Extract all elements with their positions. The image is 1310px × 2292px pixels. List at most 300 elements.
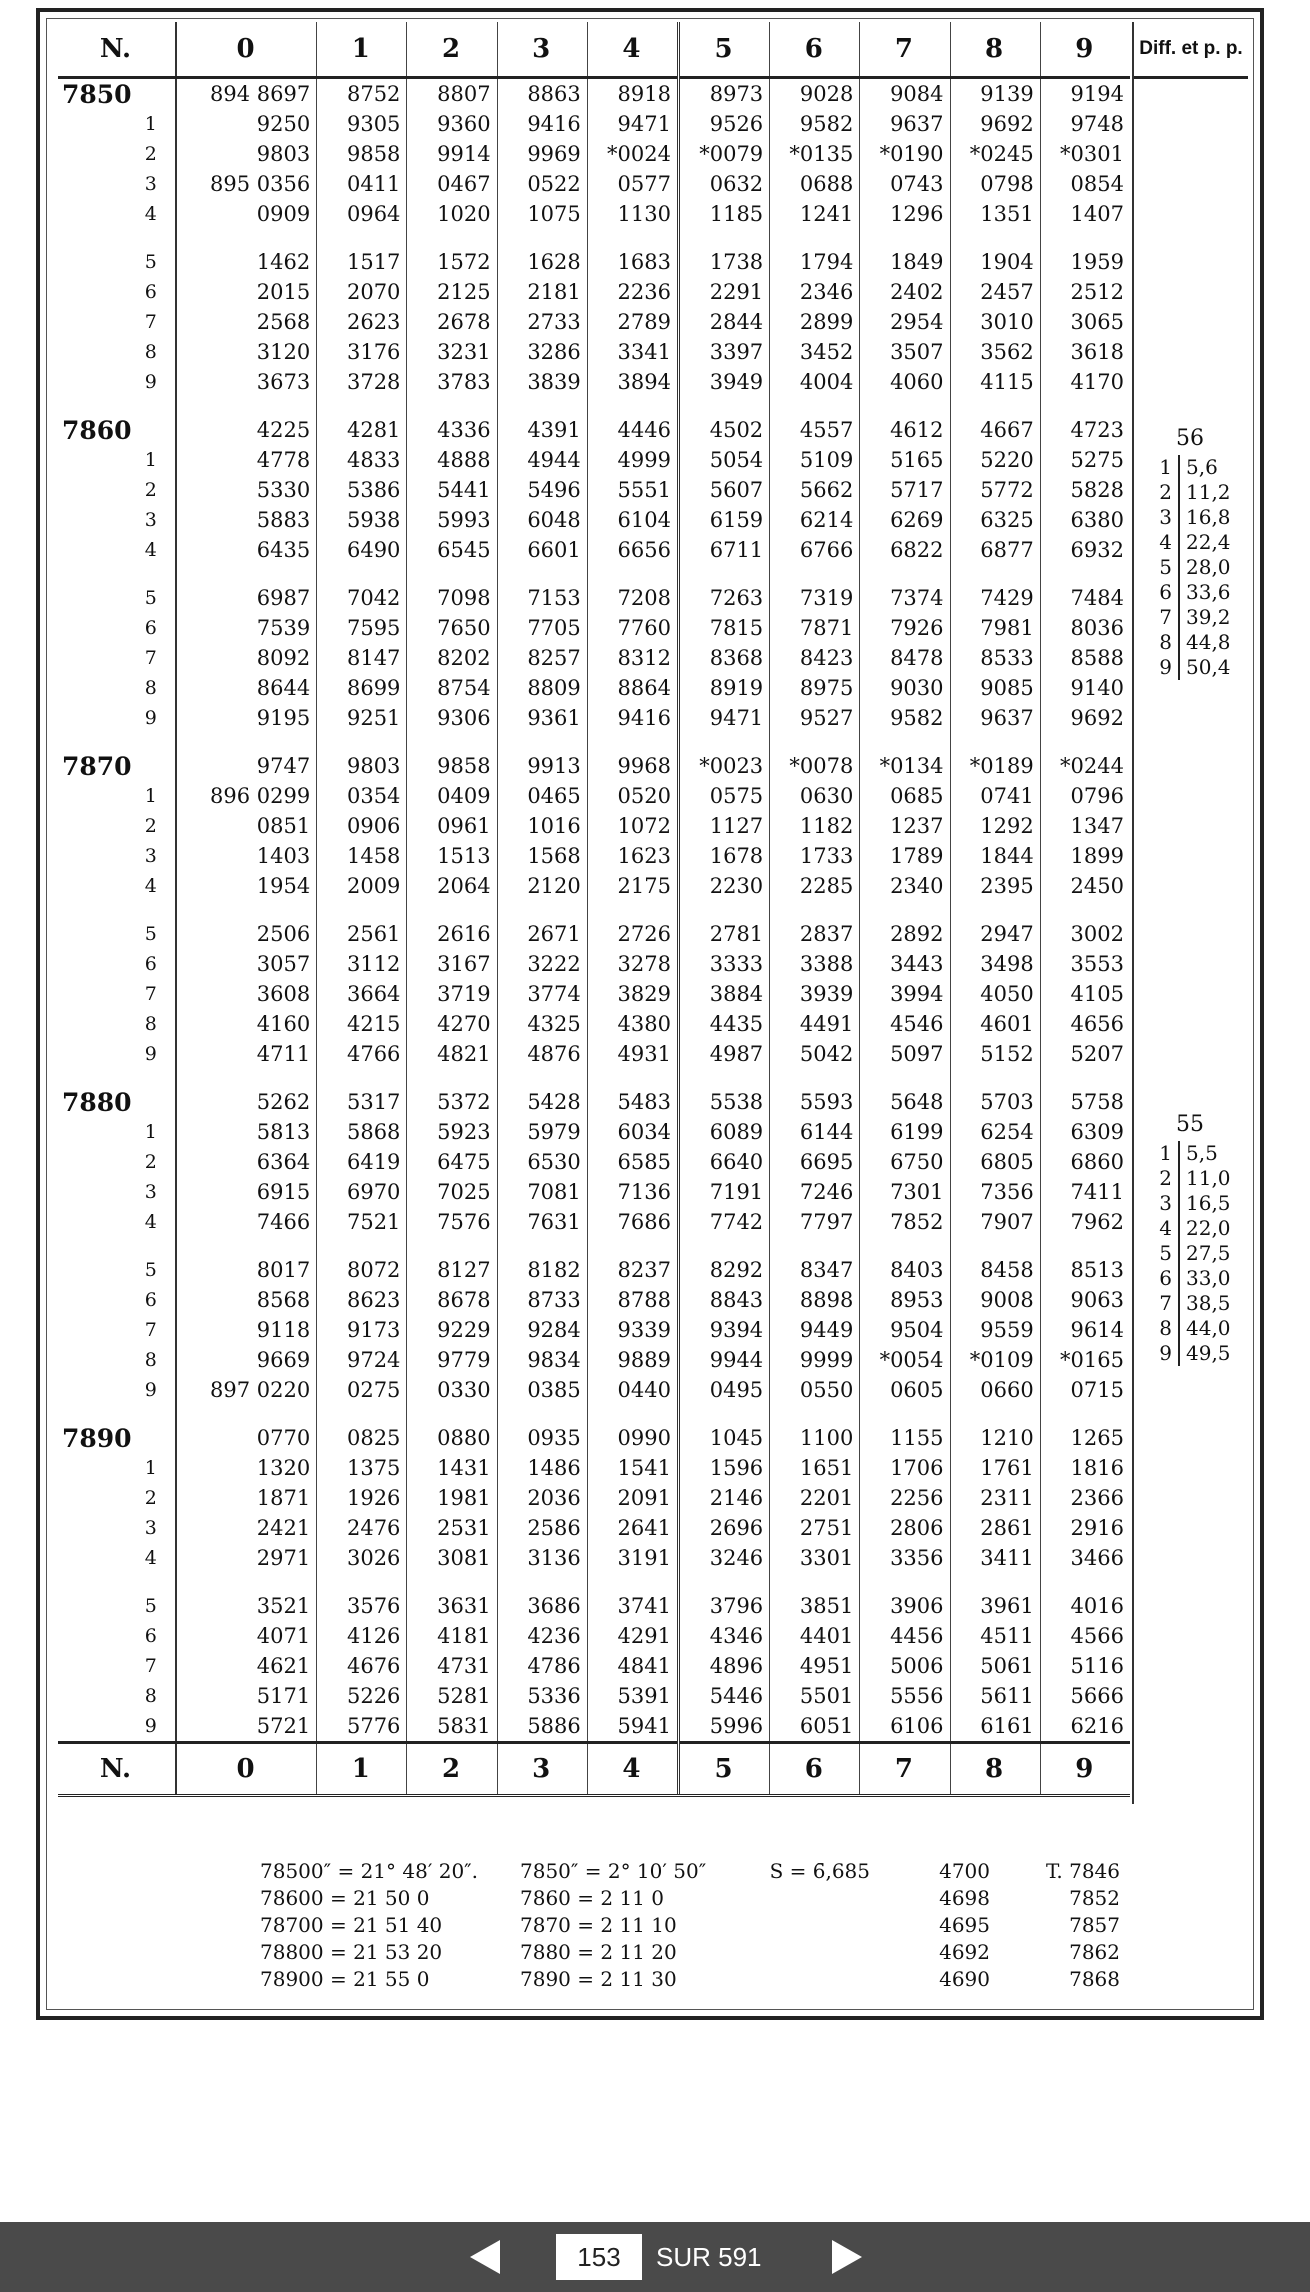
mantissa-cell: 9084: [860, 78, 950, 110]
mantissa-cell: 0990: [587, 1423, 678, 1453]
mantissa-cell: 2561: [317, 919, 407, 949]
mantissa-cell: 5648: [860, 1087, 950, 1117]
table-row: [58, 811, 1130, 841]
mantissa-cell: 9305: [317, 109, 407, 139]
table-body: [58, 78, 1130, 1743]
mantissa-cell: 2512: [1040, 277, 1130, 307]
table-row: [58, 1651, 1130, 1681]
row-number: 5: [58, 583, 176, 613]
mantissa-cell: 3498: [950, 949, 1040, 979]
mantissa-cell: 9306: [407, 703, 497, 733]
mantissa-cell: 9637: [950, 703, 1040, 733]
mantissa-cell: 4999: [587, 445, 678, 475]
mantissa-cell: 4786: [497, 1651, 587, 1681]
row-number: 6: [58, 1621, 176, 1651]
mantissa-cell: 5813: [256, 1120, 311, 1144]
row-number: 9: [58, 367, 176, 397]
row-number: 6: [58, 949, 176, 979]
mantissa-cell: 7631: [497, 1207, 587, 1237]
mantissa-cell: 9118: [256, 1318, 311, 1342]
row-number: 9: [58, 703, 176, 733]
spacer-cell: [497, 1237, 587, 1255]
mantissa-cell: 9669: [256, 1348, 311, 1372]
mantissa-cell: 4435: [678, 1009, 769, 1039]
spacer-cell: [678, 1405, 769, 1423]
spacer-cell: [407, 1069, 497, 1087]
pp-value: 44,8: [1186, 630, 1231, 654]
mantissa-cell: 8644: [256, 676, 311, 700]
spacer-cell: [950, 1237, 1040, 1255]
table-row: [58, 1591, 1130, 1621]
block-gap: [58, 397, 1130, 415]
footer-row: [190, 1858, 1150, 1885]
mantissa-cell: 0906: [317, 811, 407, 841]
pp-value: 44,0: [1186, 1316, 1231, 1340]
mantissa-cell: 8953: [860, 1285, 950, 1315]
spacer-cell: [770, 397, 860, 415]
row-number: 8: [58, 1345, 176, 1375]
row-number: 9: [58, 1375, 176, 1405]
mantissa-cell: 4391: [497, 415, 587, 445]
mantissa-cell: 4833: [317, 445, 407, 475]
mantissa-cell: 7098: [407, 583, 497, 613]
mantissa-cell: 9471: [587, 109, 678, 139]
mantissa-cell: 4601: [950, 1009, 1040, 1039]
mantissa-cell: 5372: [407, 1087, 497, 1117]
mantissa-cell: 0688: [770, 169, 860, 199]
mantissa-cell: 7356: [950, 1177, 1040, 1207]
spacer-cell: [678, 901, 769, 919]
table-row: [58, 1255, 1130, 1285]
previous-page-icon[interactable]: [470, 2240, 500, 2274]
spacer-cell: [770, 1573, 860, 1591]
mantissa-cell: 6269: [860, 505, 950, 535]
mantissa-cell: 4126: [317, 1621, 407, 1651]
mantissa-cell: 3136: [497, 1543, 587, 1573]
mantissa-cell: 3026: [317, 1543, 407, 1573]
spacer-cell: [1040, 1237, 1130, 1255]
row-number: 1: [58, 445, 176, 475]
row-number: 3: [58, 1177, 176, 1207]
mantissa-cell: 5941: [587, 1711, 678, 1743]
mantissa-cell: 8036: [1040, 613, 1130, 643]
table-row: [58, 415, 1130, 445]
mantissa-cell: 9416: [497, 109, 587, 139]
spacer-cell: [176, 1069, 317, 1087]
spacer-cell: [860, 565, 950, 583]
mantissa-cell: 0715: [1040, 1375, 1130, 1405]
mantissa-cell: 7246: [770, 1177, 860, 1207]
mantissa-cell: 7191: [678, 1177, 769, 1207]
table-row: [58, 445, 1130, 475]
mantissa-cell: 6144: [770, 1117, 860, 1147]
spacer-cell: [950, 901, 1040, 919]
mantissa-cell: 3994: [860, 979, 950, 1009]
mantissa-cell: 7576: [407, 1207, 497, 1237]
mantissa-cell: 8368: [678, 643, 769, 673]
mantissa-cell: 9028: [770, 78, 860, 110]
mantissa-cell: 2070: [317, 277, 407, 307]
table-row: [58, 505, 1130, 535]
mantissa-cell: 7374: [860, 583, 950, 613]
mantissa-cell: 8754: [407, 673, 497, 703]
mantissa-cell: 8147: [317, 643, 407, 673]
mantissa-cell: 9194: [1040, 78, 1130, 110]
next-page-icon[interactable]: [832, 2240, 862, 2274]
mantissa-cell: 6860: [1040, 1147, 1130, 1177]
mantissa-cell: 4621: [256, 1654, 311, 1678]
s-label: S = 6̄,685: [769, 1859, 870, 1883]
mantissa-cell: 3608: [256, 982, 311, 1006]
spacer-cell: [587, 397, 678, 415]
mantissa-cell: 894 8697: [210, 82, 311, 106]
mantissa-cell: 7484: [1040, 583, 1130, 613]
mantissa-cell: *0165: [1040, 1345, 1130, 1375]
mantissa-cell: 5538: [678, 1087, 769, 1117]
mantissa-cell: 9747: [256, 754, 311, 778]
spacer-cell: [587, 229, 678, 247]
mantissa-cell: 8017: [256, 1258, 311, 1282]
mantissa-cell: 3553: [1040, 949, 1130, 979]
spacer-cell: [407, 229, 497, 247]
mantissa-cell: 7263: [678, 583, 769, 613]
pp-digit: 6: [1132, 1266, 1180, 1291]
mantissa-cell: 9173: [317, 1315, 407, 1345]
mantissa-cell: 0550: [770, 1375, 860, 1405]
mantissa-cell: 4016: [1040, 1591, 1130, 1621]
spacer-cell: [587, 1573, 678, 1591]
mantissa-cell: 3002: [1040, 919, 1130, 949]
mantissa-cell: 6766: [770, 535, 860, 565]
spacer-cell: [407, 1237, 497, 1255]
proportional-parts-56: [1132, 426, 1248, 680]
table-row: [58, 583, 1130, 613]
pp-digit: 7: [1132, 605, 1180, 630]
table-row: [58, 1009, 1130, 1039]
mantissa-cell: 6750: [860, 1147, 950, 1177]
mantissa-cell: 1899: [1040, 841, 1130, 871]
mantissa-cell: 4987: [678, 1039, 769, 1069]
mantissa-cell: 1347: [1040, 811, 1130, 841]
mantissa-cell: 3286: [497, 337, 587, 367]
mantissa-cell: 3783: [407, 367, 497, 397]
mantissa-cell: 5446: [678, 1681, 769, 1711]
spacer-cell: [407, 901, 497, 919]
mantissa-cell: 2291: [678, 277, 769, 307]
mantissa-cell: 6805: [950, 1147, 1040, 1177]
spacer-cell: [176, 229, 317, 247]
spacer-cell: [587, 1237, 678, 1255]
mantissa-cell: 9030: [860, 673, 950, 703]
mantissa-cell: 1265: [1040, 1423, 1130, 1453]
mantissa-cell: 2366: [1040, 1483, 1130, 1513]
mantissa-cell: 1462: [256, 250, 311, 274]
mantissa-cell: 1486: [497, 1453, 587, 1483]
spacer-cell: [587, 1405, 678, 1423]
time-conversion: 7890 = 2 11 30: [520, 1967, 677, 1991]
book-page: [36, 8, 1264, 2020]
mantissa-cell: *0134: [860, 751, 950, 781]
table-row: [58, 109, 1130, 139]
mantissa-cell: 8072: [317, 1255, 407, 1285]
mantissa-cell: 9504: [860, 1315, 950, 1345]
table-row: [58, 1039, 1130, 1069]
pp-row: [1132, 1141, 1248, 1166]
pp-row: [1132, 655, 1248, 680]
mantissa-cell: 1761: [950, 1453, 1040, 1483]
mantissa-cell: 0743: [860, 169, 950, 199]
mantissa-cell: 2064: [407, 871, 497, 901]
mantissa-cell: 4667: [950, 415, 1040, 445]
mantissa-cell: 9803: [256, 142, 311, 166]
page-number-input[interactable]: 153: [556, 2234, 642, 2280]
row-number: 6: [58, 277, 176, 307]
mantissa-cell: 0825: [317, 1423, 407, 1453]
mantissa-cell: 5996: [678, 1711, 769, 1743]
pp-row: [1132, 1266, 1248, 1291]
page-count-label: SUR 591: [656, 2242, 762, 2272]
mantissa-cell: 8568: [256, 1288, 311, 1312]
mantissa-cell: 8347: [770, 1255, 860, 1285]
mantissa-cell: 3839: [497, 367, 587, 397]
spacer-cell: [407, 733, 497, 751]
mantissa-cell: 9803: [317, 751, 407, 781]
footer-conversions: [190, 1858, 1150, 1993]
spacer-cell: [1040, 229, 1130, 247]
mantissa-cell: 0851: [256, 814, 311, 838]
mantissa-cell: 2311: [950, 1483, 1040, 1513]
mantissa-cell: 5831: [407, 1711, 497, 1743]
mantissa-cell: 7962: [1040, 1207, 1130, 1237]
mantissa-cell: 0630: [770, 781, 860, 811]
spacer-cell: [497, 733, 587, 751]
mantissa-cell: 1596: [678, 1453, 769, 1483]
mantissa-cell: 3949: [678, 367, 769, 397]
mantissa-cell: 5556: [860, 1681, 950, 1711]
mantissa-cell: 4888: [407, 445, 497, 475]
row-number: 6: [58, 1285, 176, 1315]
table-row: [58, 1621, 1130, 1651]
mantissa-cell: 1572: [407, 247, 497, 277]
pp-value: 49,5: [1186, 1341, 1231, 1365]
mantissa-cell: 5607: [678, 475, 769, 505]
row-number: 1: [58, 781, 176, 811]
mantissa-cell: 5152: [950, 1039, 1040, 1069]
mantissa-cell: 3521: [256, 1594, 311, 1618]
mantissa-cell: 4676: [317, 1651, 407, 1681]
mantissa-cell: 4821: [407, 1039, 497, 1069]
mantissa-cell: 4491: [770, 1009, 860, 1039]
spacer-cell: [770, 901, 860, 919]
mantissa-cell: 0660: [950, 1375, 1040, 1405]
spacer-cell: [950, 397, 1040, 415]
mantissa-cell: 7025: [407, 1177, 497, 1207]
spacer-cell: [678, 1573, 769, 1591]
logarithm-table: [58, 22, 1130, 1797]
mantissa-cell: 8513: [1040, 1255, 1130, 1285]
mantissa-cell: 2146: [678, 1483, 769, 1513]
mantissa-cell: 3562: [950, 337, 1040, 367]
mantissa-cell: 5336: [497, 1681, 587, 1711]
mantissa-cell: 9250: [256, 112, 311, 136]
mantissa-cell: 4105: [1040, 979, 1130, 1009]
mantissa-cell: 9471: [678, 703, 769, 733]
mantissa-cell: 0964: [317, 199, 407, 229]
mantissa-cell: 6051: [770, 1711, 860, 1743]
table-row: [58, 367, 1130, 397]
mantissa-cell: 6419: [317, 1147, 407, 1177]
table-row: [58, 139, 1130, 169]
mantissa-cell: 3231: [407, 337, 497, 367]
row-number: 9: [58, 1711, 176, 1743]
mantissa-cell: 2751: [770, 1513, 860, 1543]
pp-digit: 4: [1132, 1216, 1180, 1241]
mantissa-cell: 7153: [497, 583, 587, 613]
mantissa-cell: 6475: [407, 1147, 497, 1177]
mantissa-cell: *0244: [1040, 751, 1130, 781]
mantissa-cell: 5666: [1040, 1681, 1130, 1711]
spacer-cell: [587, 901, 678, 919]
mantissa-cell: 9858: [407, 751, 497, 781]
spacer-cell: [317, 397, 407, 415]
spacer-cell: [497, 565, 587, 583]
mantissa-cell: 5662: [770, 475, 860, 505]
digit-footer: 7: [860, 1743, 950, 1796]
mantissa-cell: 1517: [317, 247, 407, 277]
row-number: 4: [58, 535, 176, 565]
mantissa-cell: 0632: [678, 169, 769, 199]
mantissa-cell: 1871: [256, 1486, 311, 1510]
mantissa-cell: 9251: [317, 703, 407, 733]
spacer-cell: [497, 1405, 587, 1423]
mantissa-cell: 0465: [497, 781, 587, 811]
mantissa-cell: 6089: [678, 1117, 769, 1147]
mantissa-cell: 5483: [587, 1087, 678, 1117]
mantissa-cell: 5868: [317, 1117, 407, 1147]
t-value: 7857: [1069, 1913, 1120, 1937]
spacer-cell: [58, 1405, 176, 1423]
spacer-cell: [587, 733, 678, 751]
spacer-cell: [950, 1573, 1040, 1591]
spacer-cell: [176, 397, 317, 415]
mantissa-cell: 4656: [1040, 1009, 1130, 1039]
mantissa-cell: 5428: [497, 1087, 587, 1117]
mantissa-cell: 6325: [950, 505, 1040, 535]
row-number: 6: [58, 613, 176, 643]
mantissa-cell: 2641: [587, 1513, 678, 1543]
mantissa-cell: 0961: [407, 811, 497, 841]
mantissa-cell: 0685: [860, 781, 950, 811]
digit-footer: 8: [950, 1743, 1040, 1796]
mantissa-cell: 9139: [950, 78, 1040, 110]
mantissa-cell: 1127: [678, 811, 769, 841]
mantissa-cell: 0467: [407, 169, 497, 199]
mantissa-cell: 6915: [256, 1180, 311, 1204]
mantissa-cell: 9063: [1040, 1285, 1130, 1315]
mantissa-cell: 9527: [770, 703, 860, 733]
mantissa-cell: 6656: [587, 535, 678, 565]
table-row: [58, 1711, 1130, 1743]
mantissa-cell: 8919: [678, 673, 769, 703]
mantissa-cell: 6530: [497, 1147, 587, 1177]
mantissa-cell: 4766: [317, 1039, 407, 1069]
time-conversion: 7850″ = 2° 10′ 50″: [520, 1859, 707, 1883]
mantissa-cell: 7926: [860, 613, 950, 643]
row-number: 4: [58, 199, 176, 229]
mantissa-cell: 1075: [497, 199, 587, 229]
mantissa-cell: 0275: [317, 1375, 407, 1405]
table-row: [58, 703, 1130, 733]
mantissa-cell: 4511: [950, 1621, 1040, 1651]
mantissa-cell: 2402: [860, 277, 950, 307]
mantissa-cell: 4050: [950, 979, 1040, 1009]
mantissa-cell: 2916: [1040, 1513, 1130, 1543]
s-label: [750, 1939, 870, 1966]
mantissa-cell: 5703: [950, 1087, 1040, 1117]
mantissa-cell: 895 0356: [210, 172, 311, 196]
mantissa-cell: 6104: [587, 505, 678, 535]
block-gap: [58, 565, 1130, 583]
mantissa-cell: 6254: [950, 1117, 1040, 1147]
mantissa-cell: 8423: [770, 643, 860, 673]
mantissa-cell: 3301: [770, 1543, 860, 1573]
mantissa-cell: 6932: [1040, 535, 1130, 565]
mantissa-cell: 2236: [587, 277, 678, 307]
mantissa-cell: 3057: [256, 952, 311, 976]
mantissa-cell: 5938: [317, 505, 407, 535]
spacer-cell: [176, 1237, 317, 1255]
row-number: 2: [58, 811, 176, 841]
mantissa-cell: 1849: [860, 247, 950, 277]
mantissa-cell: 2623: [317, 307, 407, 337]
mantissa-cell: 3356: [860, 1543, 950, 1573]
mantissa-cell: 3576: [317, 1591, 407, 1621]
time-conversion: 7880 = 2 11 20: [520, 1940, 677, 1964]
mantissa-cell: 7081: [497, 1177, 587, 1207]
mantissa-cell: 9834: [497, 1345, 587, 1375]
mantissa-cell: 8403: [860, 1255, 950, 1285]
spacer-cell: [176, 1573, 317, 1591]
mantissa-cell: 4723: [1040, 415, 1130, 445]
mantissa-cell: 6545: [407, 535, 497, 565]
mantissa-cell: 2091: [587, 1483, 678, 1513]
block-gap: [58, 1405, 1130, 1423]
mantissa-cell: 3176: [317, 337, 407, 367]
mantissa-cell: 2256: [860, 1483, 950, 1513]
spacer-cell: [860, 397, 950, 415]
mantissa-cell: 1623: [587, 841, 678, 871]
spacer-cell: [1040, 1069, 1130, 1087]
s-value: 4698: [939, 1886, 990, 1910]
pp-value: 11,0: [1186, 1166, 1231, 1190]
mantissa-cell: 5317: [317, 1087, 407, 1117]
digit-header: 2: [407, 22, 497, 78]
mantissa-cell: 9724: [317, 1345, 407, 1375]
mantissa-cell: 5758: [1040, 1087, 1130, 1117]
mantissa-cell: 5886: [497, 1711, 587, 1743]
spacer-cell: [860, 733, 950, 751]
mantissa-cell: 9140: [1040, 673, 1130, 703]
row-number: 3: [58, 1513, 176, 1543]
mantissa-cell: 3664: [317, 979, 407, 1009]
digit-footer: 5: [678, 1743, 769, 1796]
spacer-cell: [678, 1069, 769, 1087]
pp-row: [1132, 505, 1248, 530]
table-row: [58, 1543, 1130, 1573]
mantissa-cell: 4841: [587, 1651, 678, 1681]
mantissa-cell: 0354: [317, 781, 407, 811]
mantissa-cell: 2395: [950, 871, 1040, 901]
